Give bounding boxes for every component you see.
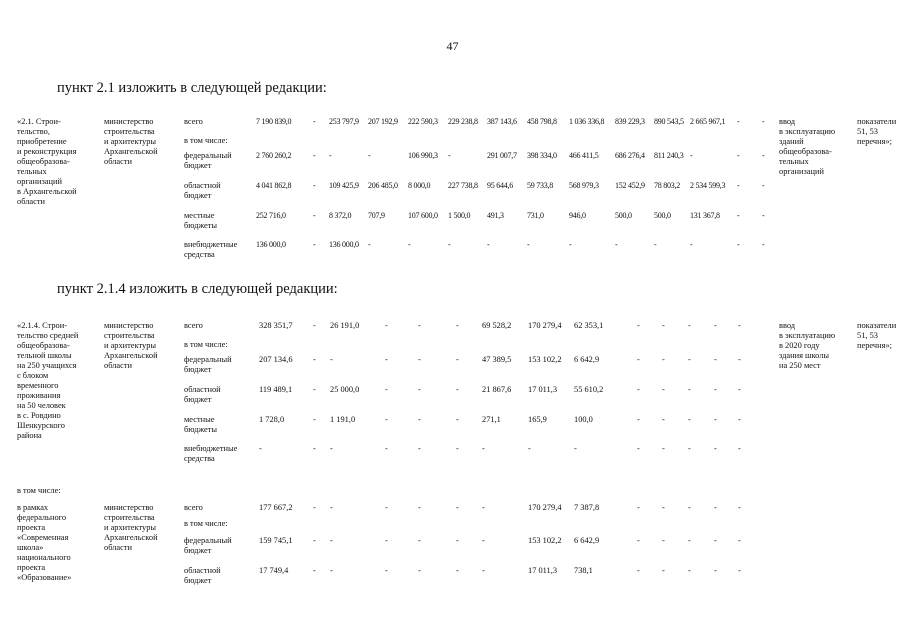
funding-source-label: местные <box>184 211 215 220</box>
amount-cell: - <box>330 566 333 575</box>
executor-line: Архангельской <box>104 533 158 542</box>
amount-cell: - <box>313 321 316 330</box>
amount-cell: - <box>448 151 451 160</box>
amount-cell: - <box>330 355 333 364</box>
funding-source-label: бюджеты <box>184 425 218 434</box>
amount-cell: 466 411,5 <box>569 151 599 160</box>
indicator-line: показатели <box>857 321 897 330</box>
amount-cell: 252 716,0 <box>256 211 286 220</box>
object-name-line: тельных <box>17 167 47 176</box>
amount-cell: - <box>482 536 485 545</box>
indicator-line: 51, 53 <box>857 127 878 136</box>
funding-source-label: всего <box>184 321 203 330</box>
result-line: организаций <box>779 167 824 176</box>
object-name-line: проживания <box>17 391 61 400</box>
amount-cell: - <box>418 566 421 575</box>
funding-source-label: бюджет <box>184 395 212 404</box>
amount-cell: - <box>313 355 316 364</box>
executor-line: Архангельской <box>104 351 158 360</box>
result-line: общеобразова- <box>779 147 832 156</box>
object-name-line: «Образование» <box>17 573 72 582</box>
amount-cell: 136 000,0 <box>256 240 286 249</box>
amount-cell: 25 000,0 <box>330 385 360 394</box>
amount-cell: - <box>662 536 665 545</box>
amount-cell: - <box>418 503 421 512</box>
amount-cell: - <box>313 503 316 512</box>
amount-cell: 207 192,9 <box>368 117 398 126</box>
page-number: 47 <box>446 39 459 53</box>
object-name-line: в рамках <box>17 503 49 512</box>
amount-cell: 170 279,4 <box>528 321 562 330</box>
funding-source-label: в том числе: <box>184 136 228 145</box>
amount-cell: 2 534 599,3 <box>690 181 726 190</box>
executor-line: и архитектуры <box>104 137 157 146</box>
amount-cell: - <box>762 117 765 126</box>
amount-cell: - <box>688 355 691 364</box>
funding-source-label: в том числе: <box>184 519 228 528</box>
object-name-line: федерального <box>17 513 67 522</box>
amount-cell: - <box>637 415 640 424</box>
amount-cell: - <box>456 503 459 512</box>
result-line: в эксплуатацию <box>779 331 836 340</box>
amount-cell: 2 760 260,2 <box>256 151 292 160</box>
object-name-line: приобретение <box>17 137 67 146</box>
amount-cell: - <box>313 385 316 394</box>
amount-cell: - <box>482 444 485 453</box>
indicator-line: перечня»; <box>857 137 892 146</box>
amount-cell: - <box>313 536 316 545</box>
amount-cell: - <box>714 321 717 330</box>
amount-cell: - <box>259 444 262 453</box>
amount-cell: - <box>637 385 640 394</box>
object-name-line: «2.1. Строи- <box>17 117 61 126</box>
object-name-line: с блоком <box>17 371 49 380</box>
amount-cell: - <box>662 566 665 575</box>
amount-cell: - <box>714 503 717 512</box>
funding-source-label: федеральный <box>184 151 232 160</box>
amount-cell: 1 500,0 <box>448 211 471 220</box>
executor-line: строительства <box>104 127 155 136</box>
amount-cell: - <box>762 211 765 220</box>
amount-cell: - <box>615 240 618 249</box>
funding-source-label: бюджет <box>184 546 212 555</box>
amount-cell: - <box>738 415 741 424</box>
amount-cell: - <box>662 444 665 453</box>
result-line: в 2020 году <box>779 341 820 350</box>
object-name-line: района <box>17 431 42 440</box>
amount-cell: 271,1 <box>482 415 501 424</box>
amount-cell: 17 011,3 <box>528 385 558 394</box>
amount-cell: - <box>737 211 740 220</box>
amount-cell: - <box>714 415 717 424</box>
amount-cell: 253 797,9 <box>329 117 359 126</box>
funding-source-label: бюджет <box>184 191 212 200</box>
amount-cell: - <box>330 503 333 512</box>
amount-cell: - <box>738 536 741 545</box>
amount-cell: - <box>637 536 640 545</box>
amount-cell: - <box>385 444 388 453</box>
result-line: тельных <box>779 157 809 166</box>
amount-cell: - <box>385 503 388 512</box>
amount-cell: - <box>313 415 316 424</box>
amount-cell: 152 452,9 <box>615 181 645 190</box>
object-name-line: проекта <box>17 563 46 572</box>
amount-cell: - <box>738 385 741 394</box>
amount-cell: 398 334,0 <box>527 151 557 160</box>
amount-cell: - <box>688 566 691 575</box>
object-name-line: области <box>17 197 45 206</box>
amount-cell: - <box>456 321 459 330</box>
amount-cell: - <box>385 321 388 330</box>
executor-line: области <box>104 157 132 166</box>
amount-cell: - <box>637 355 640 364</box>
amount-cell: - <box>574 444 577 453</box>
object-name-line: организаций <box>17 177 62 186</box>
result-line: зданий <box>779 137 804 146</box>
amount-cell: 4 041 862,8 <box>256 181 292 190</box>
amount-cell: 95 644,6 <box>487 181 513 190</box>
object-name-line: на 250 учащихся <box>17 361 77 370</box>
funding-source-label: бюджет <box>184 576 212 585</box>
amount-cell: 153 102,2 <box>528 355 562 364</box>
amount-cell: - <box>688 415 691 424</box>
amount-cell: - <box>456 536 459 545</box>
amount-cell: 1 036 336,8 <box>569 117 605 126</box>
object-name-line: общеобразова- <box>17 341 70 350</box>
amount-cell: - <box>637 321 640 330</box>
amount-cell: - <box>738 503 741 512</box>
amount-cell: - <box>313 211 316 220</box>
amount-cell: - <box>737 240 740 249</box>
amount-cell: 500,0 <box>654 211 671 220</box>
amount-cell: - <box>662 503 665 512</box>
object-name-line: школа» <box>17 543 44 552</box>
amount-cell: - <box>418 415 421 424</box>
executor-line: области <box>104 543 132 552</box>
amount-cell: 59 733,8 <box>527 181 553 190</box>
amount-cell: 500,0 <box>615 211 632 220</box>
amount-cell: 946,0 <box>569 211 586 220</box>
amount-cell: - <box>762 181 765 190</box>
indicator-line: показатели <box>857 117 897 126</box>
amount-cell: - <box>385 415 388 424</box>
amount-cell: - <box>662 385 665 394</box>
amount-cell: - <box>637 503 640 512</box>
amount-cell: - <box>688 385 691 394</box>
amount-cell: - <box>418 444 421 453</box>
indicator-line: 51, 53 <box>857 331 878 340</box>
amount-cell: - <box>418 536 421 545</box>
amount-cell: - <box>313 240 316 249</box>
amount-cell: - <box>737 151 740 160</box>
amount-cell: 17 011,3 <box>528 566 558 575</box>
amount-cell: - <box>714 566 717 575</box>
amount-cell: - <box>688 503 691 512</box>
executor-line: и архитектуры <box>104 341 157 350</box>
amount-cell: - <box>688 444 691 453</box>
funding-source-label: внебюджетные <box>184 444 238 453</box>
object-name-line: Шенкурского <box>17 421 65 430</box>
funding-source-label: средства <box>184 454 215 463</box>
object-name-line: «Современная <box>17 533 69 542</box>
funding-source-label: бюджет <box>184 161 212 170</box>
executor-line: области <box>104 361 132 370</box>
funding-source-label: всего <box>184 117 203 126</box>
executor-line: строительства <box>104 331 155 340</box>
executor-line: строительства <box>104 513 155 522</box>
amount-cell: - <box>714 444 717 453</box>
amount-cell: 1 191,0 <box>330 415 356 424</box>
amount-cell: 109 425,9 <box>329 181 359 190</box>
amount-cell: - <box>637 444 640 453</box>
amount-cell: - <box>368 151 371 160</box>
amount-cell: 7 387,8 <box>574 503 600 512</box>
amount-cell: - <box>527 240 530 249</box>
amount-cell: - <box>762 240 765 249</box>
amount-cell: 206 485,0 <box>368 181 398 190</box>
amount-cell: 387 143,6 <box>487 117 517 126</box>
amount-cell: - <box>714 385 717 394</box>
amount-cell: 17 749,4 <box>259 566 289 575</box>
result-line: ввод <box>779 117 796 126</box>
object-name-line: тельство, <box>17 127 50 136</box>
amount-cell: 100,0 <box>574 415 593 424</box>
amount-cell: 8 000,0 <box>408 181 431 190</box>
amount-cell: - <box>418 321 421 330</box>
amount-cell: 738,1 <box>574 566 593 575</box>
amount-cell: 136 000,0 <box>329 240 359 249</box>
amount-cell: 568 979,3 <box>569 181 599 190</box>
amount-cell: 458 798,8 <box>527 117 557 126</box>
funding-source-label: федеральный <box>184 536 232 545</box>
amount-cell: - <box>385 536 388 545</box>
amount-cell: 7 190 839,0 <box>256 117 292 126</box>
amount-cell: 119 489,1 <box>259 385 293 394</box>
amount-cell: 47 389,5 <box>482 355 512 364</box>
amount-cell: - <box>448 240 451 249</box>
amount-cell: 55 610,2 <box>574 385 604 394</box>
object-name-line: временного <box>17 381 59 390</box>
amount-cell: - <box>690 151 693 160</box>
amount-cell: - <box>456 566 459 575</box>
amount-cell: - <box>313 566 316 575</box>
amount-cell: - <box>569 240 572 249</box>
amount-cell: - <box>313 151 316 160</box>
executor-line: министерство <box>104 503 154 512</box>
amount-cell: 222 590,3 <box>408 117 438 126</box>
amount-cell: 890 543,5 <box>654 117 684 126</box>
amount-cell: - <box>368 240 371 249</box>
funding-source-label: областной <box>184 566 221 575</box>
funding-source-label: местные <box>184 415 215 424</box>
amount-cell: - <box>313 117 316 126</box>
amount-cell: 26 191,0 <box>330 321 360 330</box>
amount-cell: - <box>737 117 740 126</box>
amount-cell: - <box>738 355 741 364</box>
section-2-heading: пункт 2.1.4 изложить в следующей редакции: <box>57 281 338 297</box>
funding-source-label: бюджет <box>184 365 212 374</box>
object-name-line: общеобразова- <box>17 157 70 166</box>
amount-cell: - <box>456 385 459 394</box>
amount-cell: 62 353,1 <box>574 321 604 330</box>
funding-source-label: внебюджетные <box>184 240 238 249</box>
executor-line: министерство <box>104 321 154 330</box>
amount-cell: - <box>456 444 459 453</box>
object-name-line: проекта <box>17 523 46 532</box>
executor-line: министерство <box>104 117 154 126</box>
including-label: в том числе: <box>17 486 61 495</box>
amount-cell: - <box>662 321 665 330</box>
executor-line: и архитектуры <box>104 523 157 532</box>
funding-source-label: средства <box>184 250 215 259</box>
section-1-heading: пункт 2.1 изложить в следующей редакции: <box>57 80 327 96</box>
amount-cell: 207 134,6 <box>259 355 293 364</box>
amount-cell: - <box>738 321 741 330</box>
amount-cell: 686 276,4 <box>615 151 645 160</box>
object-name-line: и реконструкция <box>17 147 77 156</box>
result-line: в эксплуатацию <box>779 127 836 136</box>
amount-cell: - <box>737 181 740 190</box>
funding-source-label: федеральный <box>184 355 232 364</box>
amount-cell: 2 665 967,1 <box>690 117 726 126</box>
funding-source-label: областной <box>184 181 221 190</box>
amount-cell: 78 803,2 <box>654 181 680 190</box>
amount-cell: 229 238,8 <box>448 117 478 126</box>
amount-cell: - <box>418 385 421 394</box>
amount-cell: 6 642,9 <box>574 536 600 545</box>
amount-cell: 170 279,4 <box>528 503 562 512</box>
object-name-line: тельство средней <box>17 331 79 340</box>
amount-cell: - <box>654 240 657 249</box>
amount-cell: - <box>738 444 741 453</box>
amount-cell: 328 351,7 <box>259 321 293 330</box>
amount-cell: - <box>528 444 531 453</box>
executor-line: Архангельской <box>104 147 158 156</box>
amount-cell: 69 528,2 <box>482 321 512 330</box>
amount-cell: - <box>482 566 485 575</box>
object-name-line: национального <box>17 553 71 562</box>
amount-cell: 6 642,9 <box>574 355 600 364</box>
amount-cell: 8 372,0 <box>329 211 352 220</box>
amount-cell: - <box>738 566 741 575</box>
amount-cell: 177 667,2 <box>259 503 293 512</box>
amount-cell: - <box>329 151 332 160</box>
amount-cell: - <box>762 151 765 160</box>
object-name-line: в с. Ровдино <box>17 411 61 420</box>
amount-cell: 227 738,8 <box>448 181 478 190</box>
amount-cell: - <box>662 355 665 364</box>
amount-cell: - <box>688 321 691 330</box>
amount-cell: - <box>690 240 693 249</box>
amount-cell: - <box>313 444 316 453</box>
funding-source-label: областной <box>184 385 221 394</box>
amount-cell: 107 600,0 <box>408 211 438 220</box>
amount-cell: - <box>456 415 459 424</box>
amount-cell: - <box>662 415 665 424</box>
amount-cell: - <box>385 355 388 364</box>
amount-cell: - <box>482 503 485 512</box>
amount-cell: - <box>418 355 421 364</box>
amount-cell: 291 007,7 <box>487 151 517 160</box>
amount-cell: 1 728,0 <box>259 415 285 424</box>
object-name-line: тельной школы <box>17 351 72 360</box>
amount-cell: 707,9 <box>368 211 385 220</box>
amount-cell: - <box>714 355 717 364</box>
amount-cell: 21 867,6 <box>482 385 512 394</box>
amount-cell: - <box>456 355 459 364</box>
amount-cell: - <box>313 181 316 190</box>
amount-cell: 153 102,2 <box>528 536 562 545</box>
result-line: ввод <box>779 321 796 330</box>
amount-cell: 811 240,3 <box>654 151 684 160</box>
funding-source-label: всего <box>184 503 203 512</box>
object-name-line: «2.1.4. Строи- <box>17 321 68 330</box>
amount-cell: 839 229,3 <box>615 117 645 126</box>
result-line: здания школы <box>779 351 830 360</box>
amount-cell: 731,0 <box>527 211 544 220</box>
amount-cell: - <box>688 536 691 545</box>
amount-cell: 159 745,1 <box>259 536 293 545</box>
amount-cell: - <box>637 566 640 575</box>
amount-cell: - <box>385 385 388 394</box>
amount-cell: 165,9 <box>528 415 547 424</box>
amount-cell: - <box>330 536 333 545</box>
amount-cell: 131 367,8 <box>690 211 720 220</box>
object-name-line: на 50 человек <box>17 401 66 410</box>
amount-cell: - <box>385 566 388 575</box>
amount-cell: 106 990,3 <box>408 151 438 160</box>
indicator-line: перечня»; <box>857 341 892 350</box>
amount-cell: - <box>330 444 333 453</box>
result-line: на 250 мест <box>779 361 821 370</box>
amount-cell: 491,3 <box>487 211 504 220</box>
amount-cell: - <box>714 536 717 545</box>
funding-source-label: бюджеты <box>184 221 218 230</box>
object-name-line: в Архангельской <box>17 187 77 196</box>
funding-source-label: в том числе: <box>184 340 228 349</box>
amount-cell: - <box>487 240 490 249</box>
amount-cell: - <box>408 240 411 249</box>
